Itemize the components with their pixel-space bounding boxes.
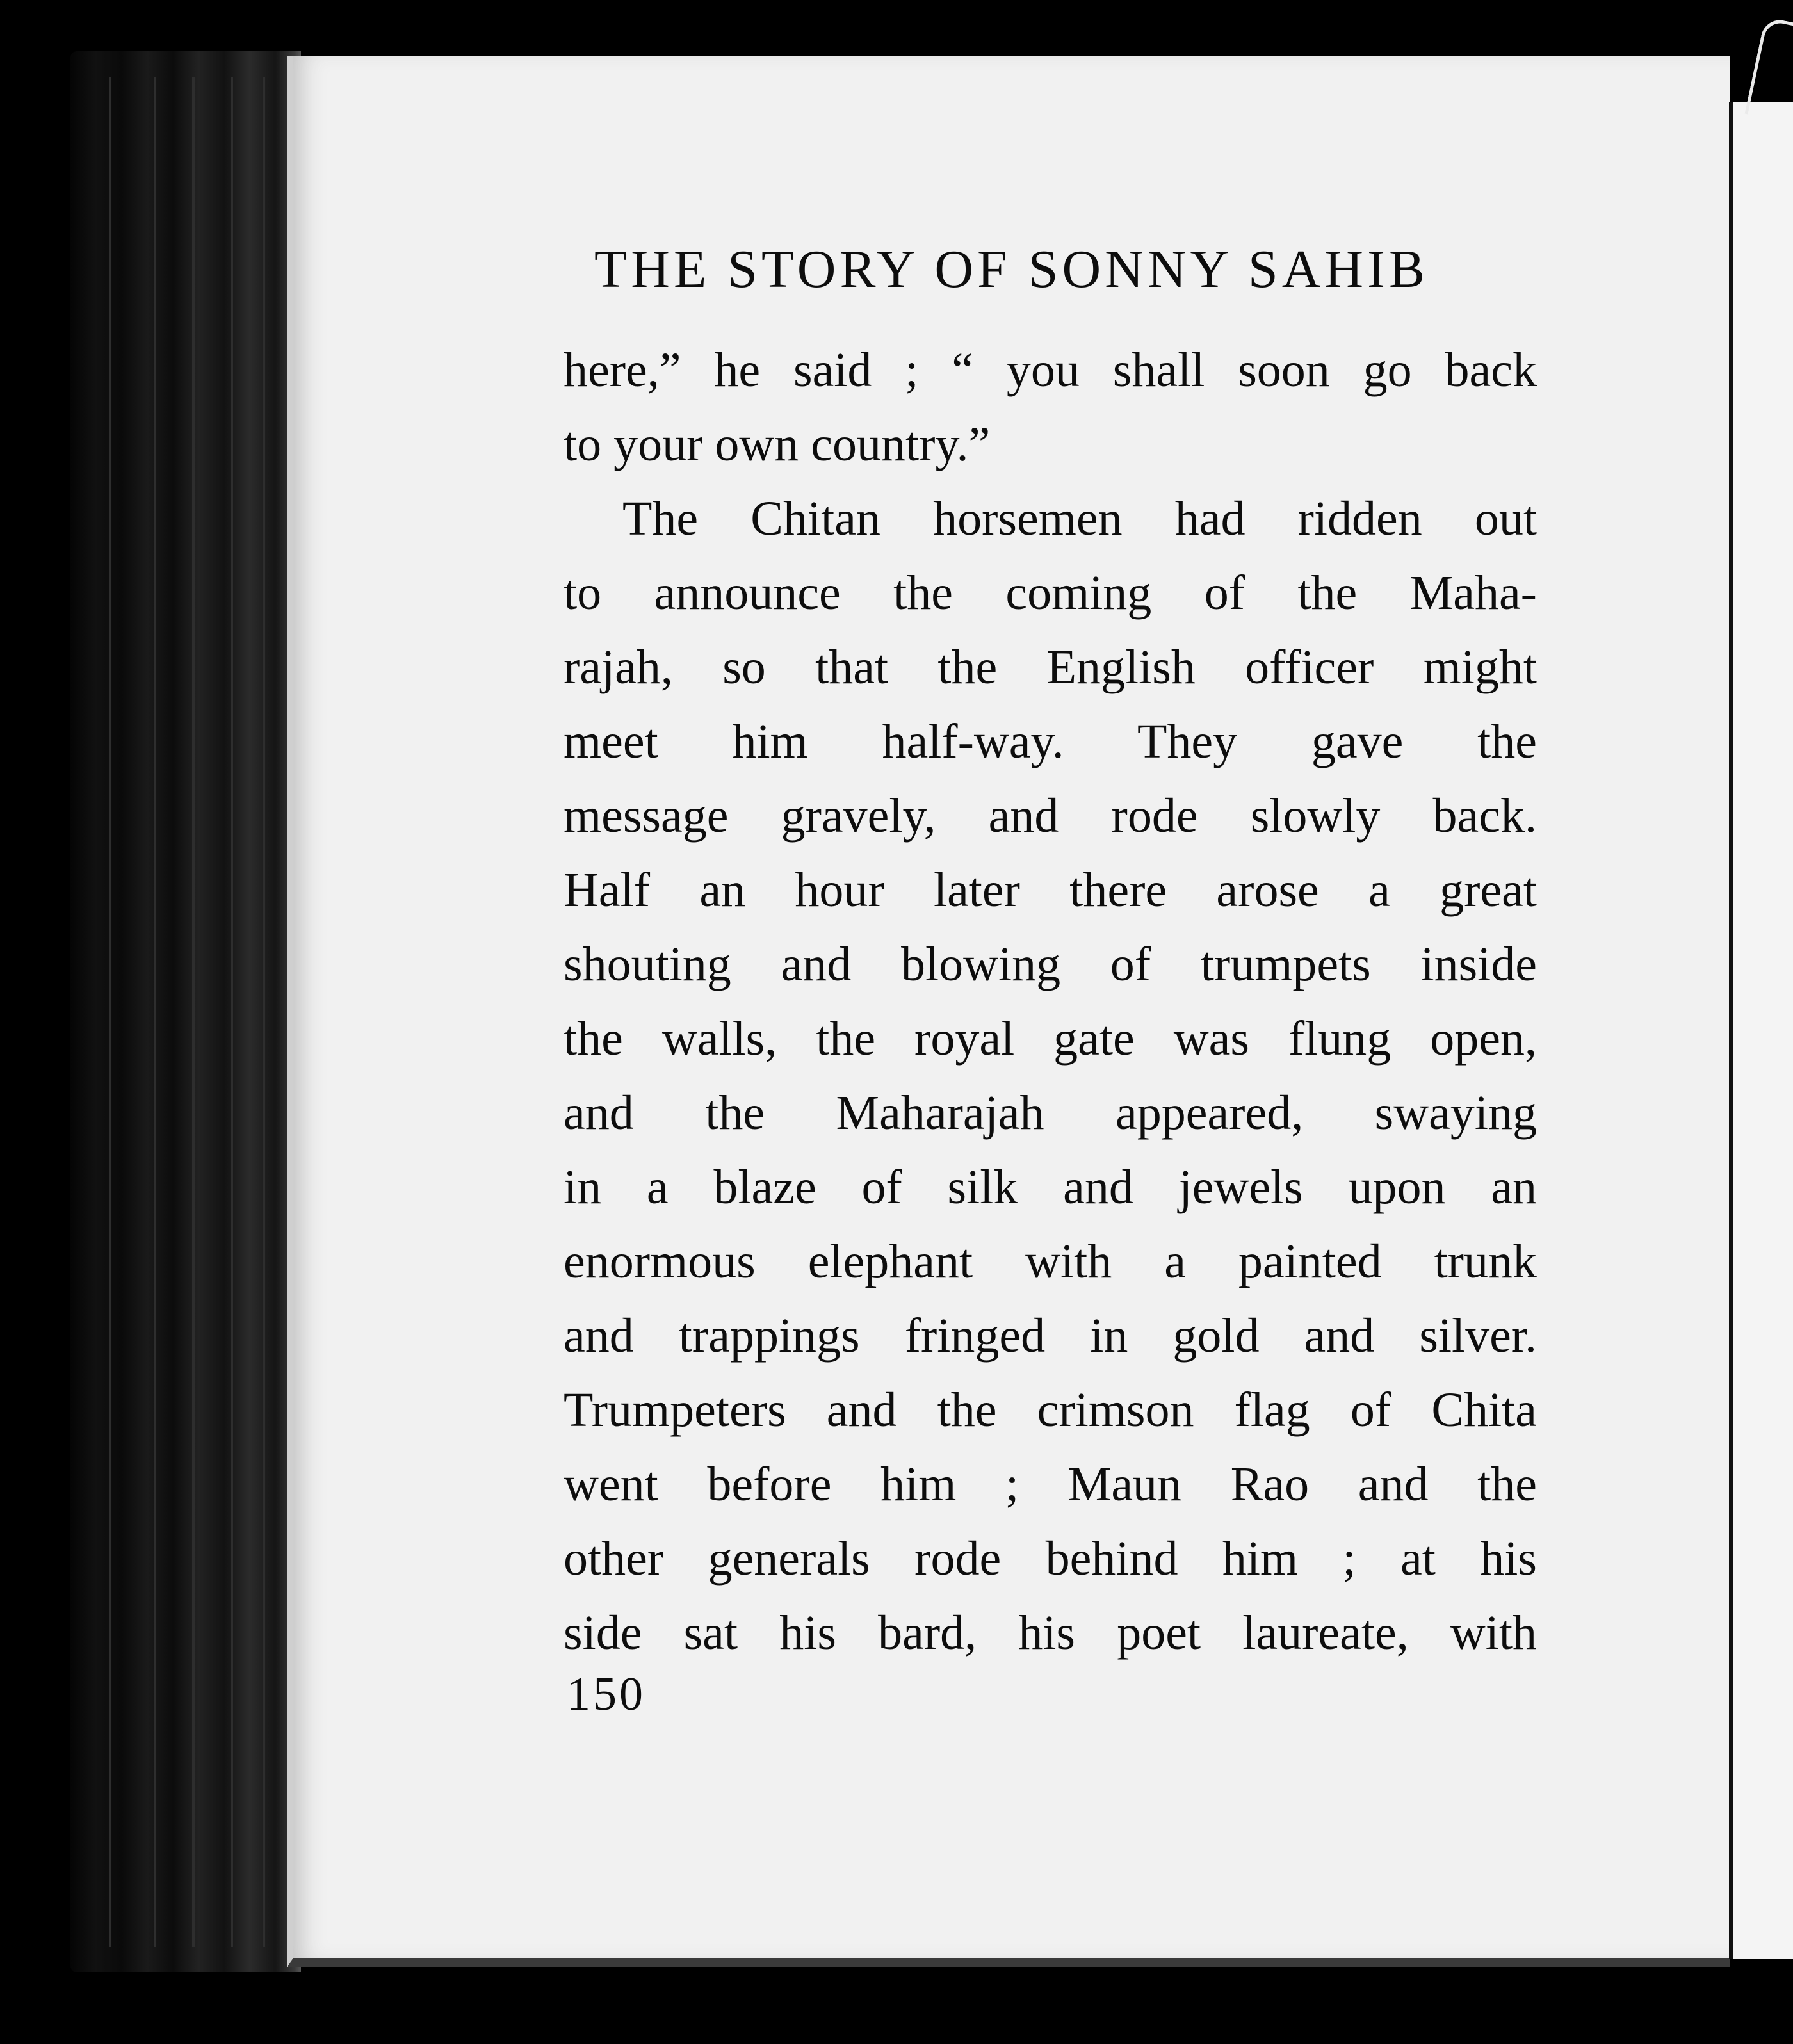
text-line: Trumpeters and the crimson flag of Chita — [564, 1383, 1537, 1437]
page-edge-line — [231, 77, 233, 1947]
text-line: went before him ; Maun Rao and the — [564, 1457, 1537, 1511]
text-line: side sat his bard, his poet laureate, with — [564, 1606, 1537, 1660]
text-line: meet him half-way. They gave the — [564, 715, 1537, 768]
text-line: rajah, so that the English officer might — [564, 640, 1537, 694]
text-line: and trappings fringed in gold and silver. — [564, 1309, 1537, 1363]
text-line: the walls, the royal gate was flung open, — [564, 1012, 1537, 1066]
text-line: shouting and blowing of trumpets inside — [564, 937, 1537, 991]
adjacent-page-edge — [1729, 102, 1793, 1959]
text-line: enormous elephant with a painted trunk — [564, 1235, 1537, 1288]
body-text — [564, 333, 1537, 1670]
text-line: message gravely, and rode slowly back. — [564, 789, 1537, 843]
text-line: in a blaze of silk and jewels upon an — [564, 1160, 1537, 1214]
page-number: 150 — [567, 1668, 645, 1721]
page-edge-line — [154, 77, 156, 1947]
running-head: THE STORY OF SONNY SAHIB — [594, 239, 1429, 299]
text-line: other generals rode behind him ; at his — [564, 1532, 1537, 1586]
text-line: The Chitan horsemen had ridden out — [622, 492, 1537, 546]
page-edge-line — [192, 77, 195, 1947]
text-line: Half an hour later there arose a great — [564, 863, 1537, 917]
text-line: here,” he said ; “ you shall soon go back — [564, 343, 1537, 397]
page-edge-line — [109, 77, 111, 1947]
text-line: and the Maharajah appeared, swaying — [564, 1086, 1537, 1140]
text-line: to announce the coming of the Maha- — [564, 566, 1537, 620]
text-line: to your own country.” — [564, 418, 991, 471]
page-edge-line — [263, 77, 265, 1947]
book-binding — [70, 51, 301, 1972]
